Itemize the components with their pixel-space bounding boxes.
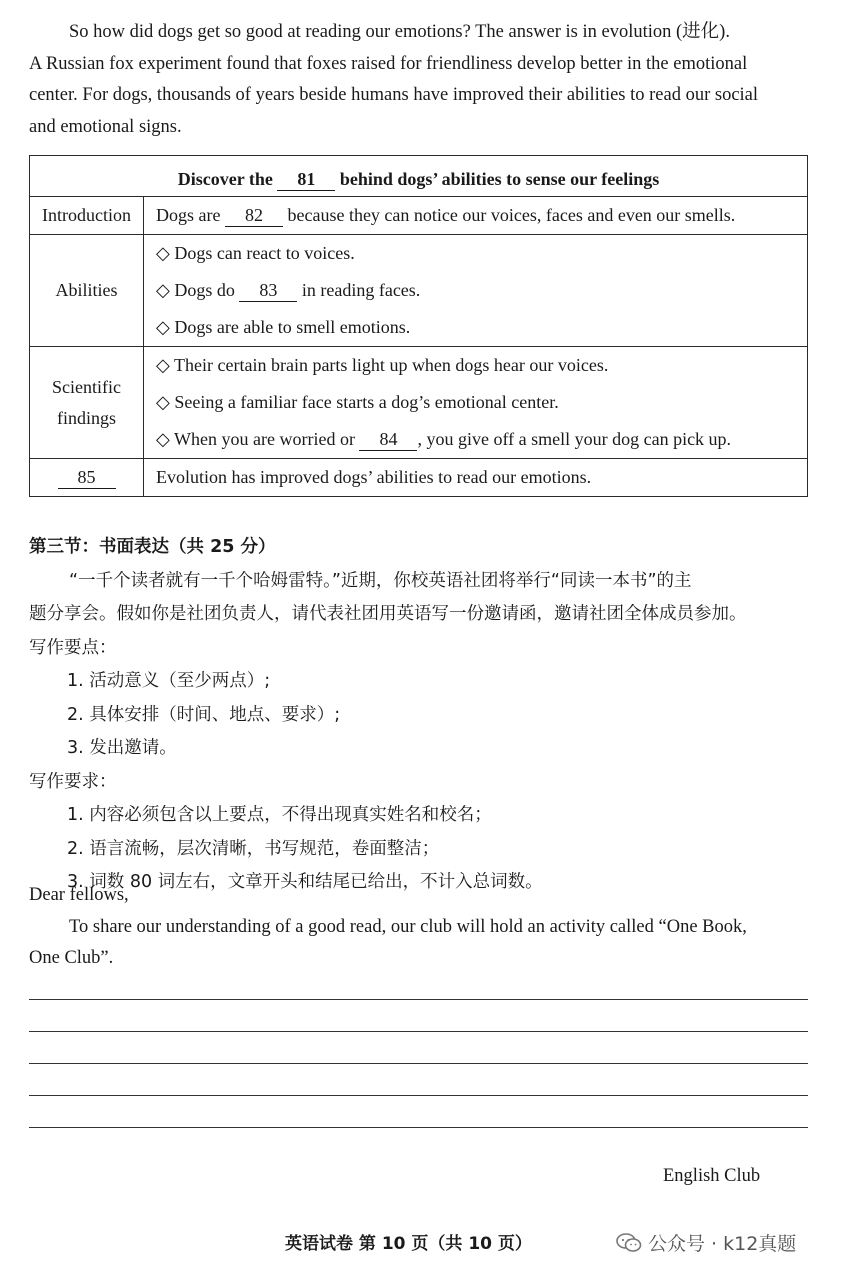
point-item: 2. 具体安排（时间、地点、要求）; [67, 704, 341, 725]
table-cell [144, 197, 808, 235]
signature: English Club [663, 1166, 761, 1186]
writing-line[interactable] [29, 1095, 808, 1096]
table-cell [144, 235, 808, 347]
blank-81[interactable]: 81 [277, 168, 335, 191]
passage-line: center. For dogs, thousands of years beside humans have improved their abilities to read our social [29, 85, 759, 105]
cell-line [156, 197, 807, 234]
blank-84[interactable]: 84 [359, 428, 417, 451]
writing-line[interactable] [29, 999, 808, 1000]
table-cell [144, 347, 808, 459]
cell-text: , you give off a smell your dog can pick up. [417, 429, 732, 449]
cell-text: in reading faces. [301, 280, 421, 300]
passage-line: A Russian fox experiment found that foxes raised for friendliness develop better in the emotional [29, 53, 748, 74]
row-label-blank [30, 459, 144, 497]
requirement-item: 1. 内容必须包含以上要点，不得出现真实姓名和校名； [67, 805, 492, 825]
page-footer: 英语试卷 第 10 页（共 10 页） [285, 1234, 532, 1254]
watermark [616, 1229, 796, 1256]
cell-text: Dogs are [156, 205, 221, 225]
table-cell [144, 459, 808, 497]
table-title [30, 156, 808, 197]
cell-line: ◇ Seeing a familiar face starts a dog’s emotional center. [156, 392, 559, 412]
cell-line [156, 272, 807, 309]
cell-line: ◇ Dogs are able to smell emotions. [156, 317, 411, 337]
row-label-abilities: Abilities [30, 235, 144, 347]
blank-85[interactable]: 85 [58, 466, 116, 489]
opening-line: One Club”. [29, 948, 114, 968]
writing-line[interactable] [29, 1031, 808, 1032]
requirement-item: 3. 词数 80 词左右，文章开头和结尾已给出，不计入总词数。 [67, 872, 543, 892]
cell-line: ◇ Dogs can react to voices. [156, 243, 355, 263]
blank-82[interactable]: 82 [225, 204, 283, 227]
section-title: 第三节：书面表达（共 25 分） [29, 537, 276, 557]
point-item: 1. 活动意义（至少两点）; [67, 671, 271, 691]
passage-paragraph [29, 17, 819, 143]
watermark-text: 公众号 · k12真题 [648, 1233, 797, 1255]
passage-line: So how did dogs get so good at reading our emotions? The answer is in evolution (进化). [69, 22, 730, 42]
greeting: Dear fellows, [29, 885, 129, 905]
cell-text: ◇ Dogs do [156, 280, 235, 300]
writing-line[interactable] [29, 1127, 808, 1128]
opening-line: To share our understanding of a good read, our club will hold an activity called “One Book, [69, 916, 747, 937]
points-heading: 写作要点： [29, 637, 117, 658]
cell-line: Evolution has improved dogs’ abilities to read our emotions. [156, 467, 592, 487]
requirements-heading: 写作要求： [29, 771, 117, 792]
prompt-line: 题分享会。假如你是社团负责人，请代表社团用英语写一份邀请函，邀请社团全体成员参加。 [29, 604, 747, 624]
point-item: 3. 发出邀请。 [67, 738, 177, 758]
row-label-scientific-findings [30, 347, 144, 459]
cell-line: ◇ Their certain brain parts light up when dogs hear our voices. [156, 355, 609, 375]
writing-section [29, 531, 829, 900]
passage-line: and emotional signs. [29, 116, 182, 137]
requirement-item: 2. 语言流畅，层次清晰，书写规范，卷面整洁； [67, 838, 440, 859]
row-label-introduction: Introduction [30, 197, 144, 235]
cell-text: ◇ When you are worried or [156, 429, 355, 449]
writing-line[interactable] [29, 1063, 808, 1064]
table-title-text: behind dogs’ abilities to sense our feelings [339, 168, 660, 189]
cell-line [156, 421, 807, 458]
letter-opening [29, 880, 829, 975]
summary-table [29, 155, 808, 497]
prompt-line: “一千个读者就有一千个哈姆雷特。”近期，你校英语社团将举行“同读一本书”的主 [69, 570, 692, 591]
row-label-line: findings [56, 407, 116, 428]
cell-text: because they can notice our voices, faces and even our smells. [287, 205, 736, 225]
blank-83[interactable]: 83 [239, 279, 297, 302]
wechat-icon [616, 1233, 642, 1253]
row-label-line: Scientific [52, 376, 121, 397]
table-title-text: Discover the [177, 168, 273, 189]
